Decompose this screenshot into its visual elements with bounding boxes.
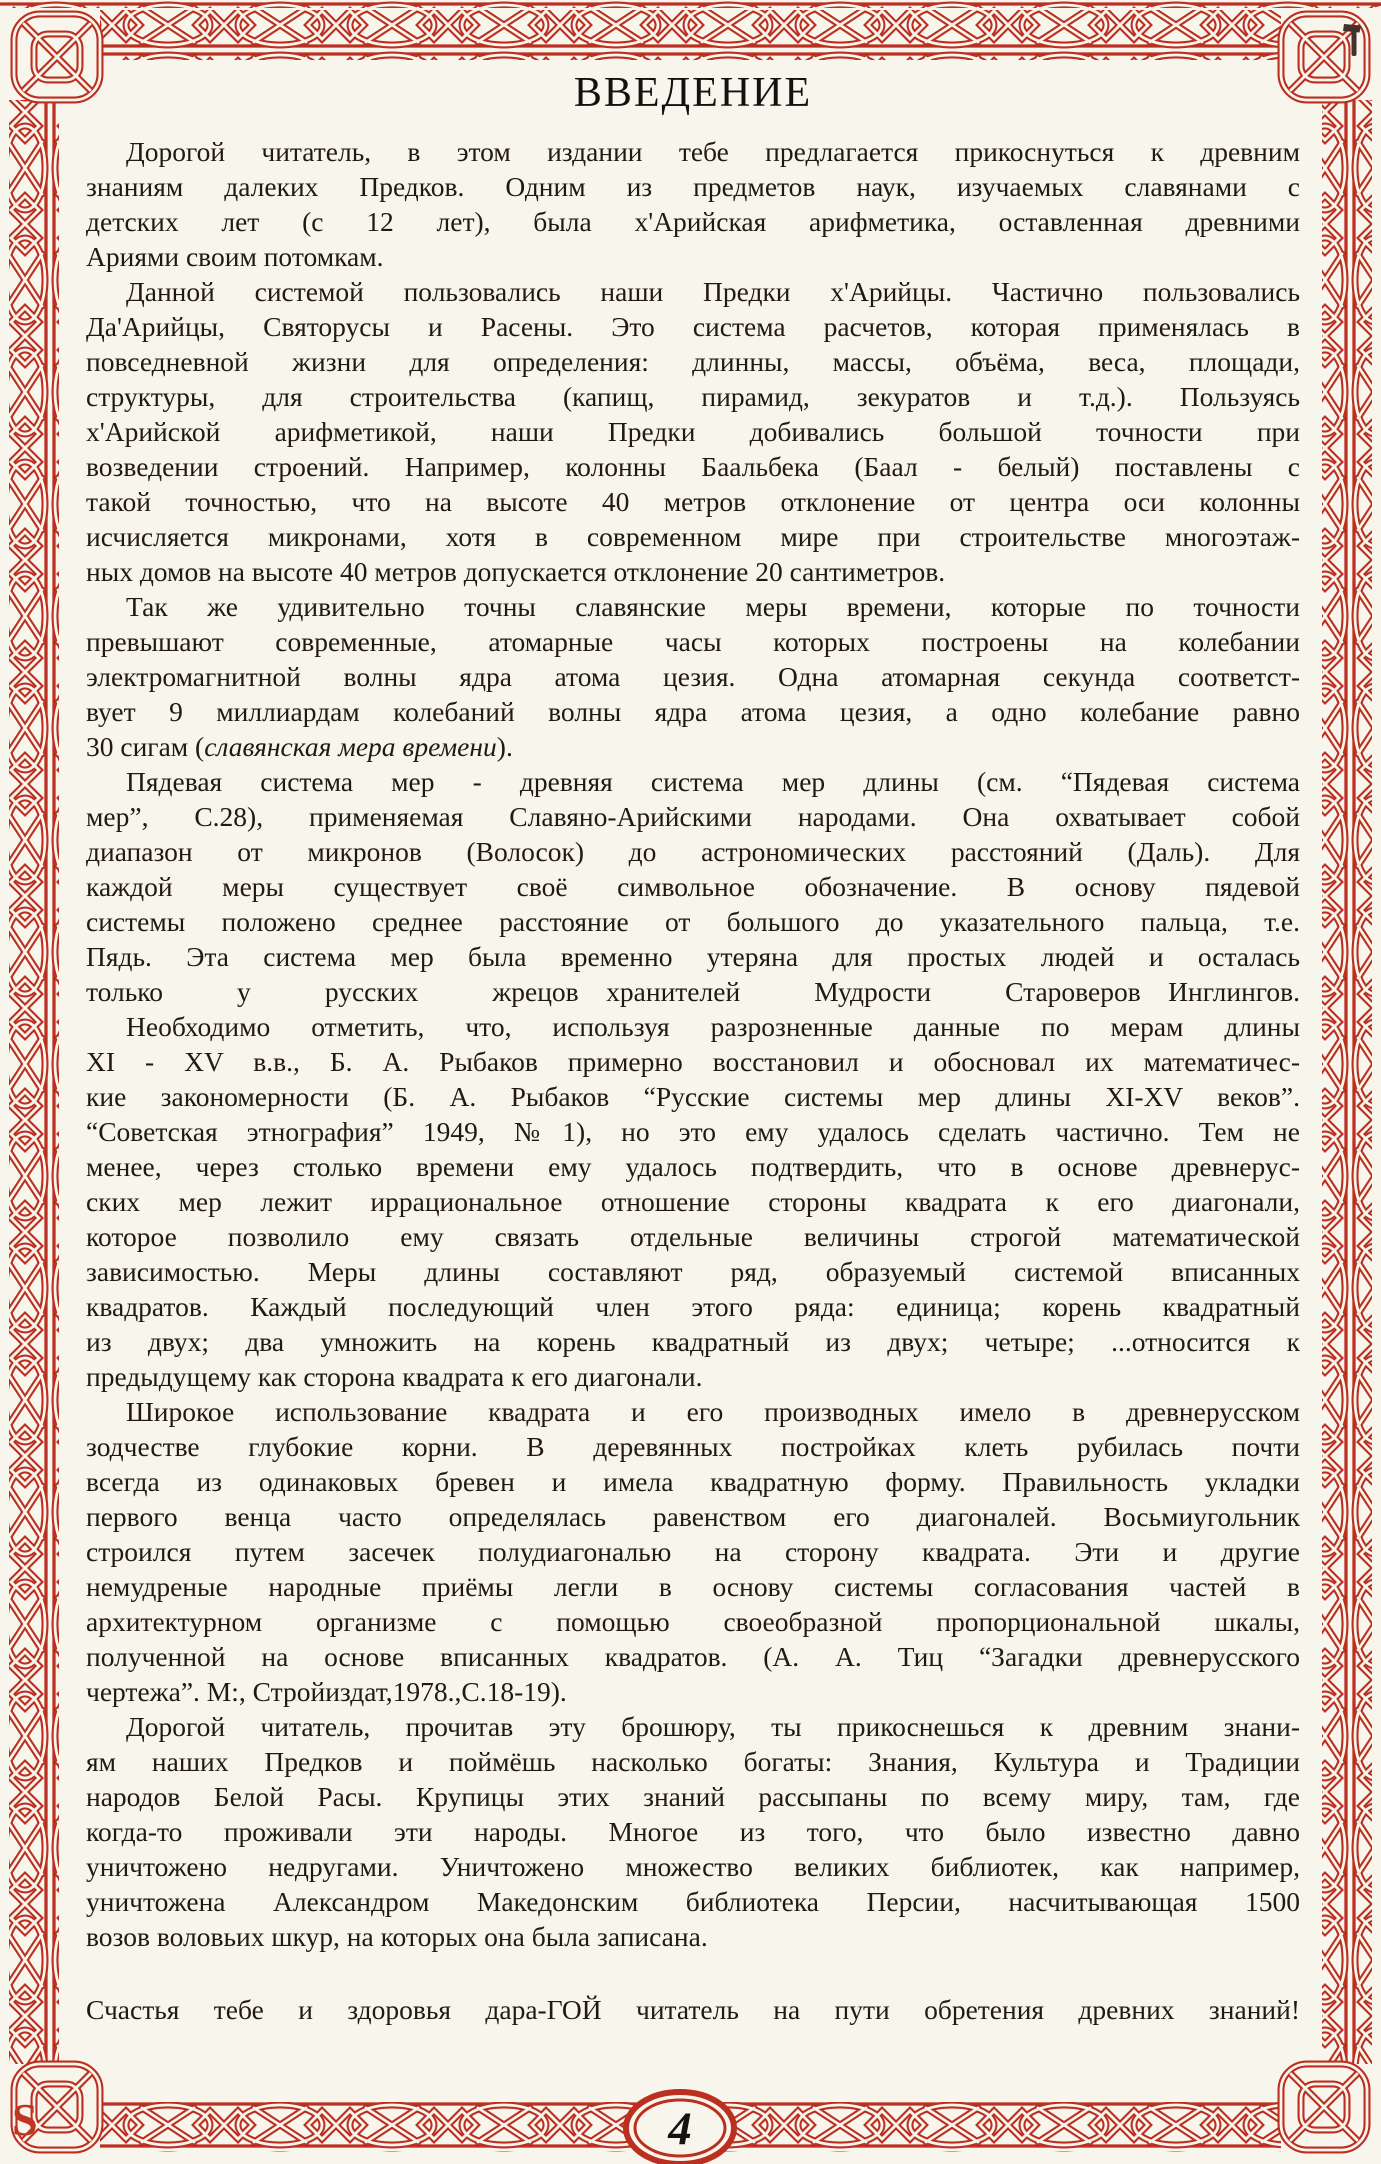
text-line: всегда из одинаковых бревен и имела квадратную форму. Правильность укладки — [86, 1466, 1300, 1497]
text: ). — [496, 731, 513, 762]
text-line: системы положено среднее расстояние от большого до указательного пальца, т.е. — [86, 906, 1300, 937]
text-line: уничтожена Александром Македонским библиотека Персии, насчитывающая 1500 — [86, 1886, 1300, 1917]
text-line: структуры, для строительства (капищ, пирамид, зекуратов и т.д.). Пользуясь — [86, 381, 1300, 412]
text-line: знаниям далеких Предков. Одним из предметов наук, изучаемых славянами с — [86, 171, 1300, 202]
text-line: Пядевая система мер - древняя система мер длины (см. “Пядевая система — [126, 766, 1300, 797]
text-line: ских мер лежит иррациональное отношение стороны квадрата к его диагонали, — [86, 1186, 1300, 1217]
text-line: уничтожено недругами. Уничтожено множество великих библиотек, как например, — [86, 1851, 1300, 1882]
text-line: повседневной жизни для определения: длинны, массы, объёма, веса, площади, — [86, 346, 1300, 377]
text-line: чертежа”. М:, Стройиздат,1978.,С.18-19). — [86, 1676, 567, 1707]
text-line: предыдущему как сторона квадрата к его диагонали. — [86, 1361, 703, 1392]
text-line: только у русских жрецов хранителей Мудрости Староверов Инглингов. — [86, 976, 1300, 1007]
text-line: электромагнитной волны ядра атома цезия. Одна атомарная секунда соответст- — [86, 661, 1300, 692]
text: 30 сигам ( — [86, 731, 205, 762]
text-line: квадратов. Каждый последующий член этого ряда: единица; корень квадратный — [86, 1291, 1300, 1322]
text-line: каждой меры существует своё символьное обозначение. В основу пядевой — [86, 871, 1300, 902]
text-line: первого венца часто определялась равенством его диагоналей. Восьмиугольник — [86, 1501, 1300, 1532]
text-line: менее, через столько времени ему удалось подтвердить, что в основе древнерус- — [86, 1151, 1300, 1182]
text-line: Пядь. Эта система мер была временно утеряна для простых людей и осталась — [86, 941, 1300, 972]
text-line: Счастья тебе и здоровья дара-ГОЙ читатель на пути обретения древних знаний! — [86, 1994, 1300, 2025]
text-line: кие закономерности (Б. А. Рыбаков “Русские системы мер длины XI-XV веков”. — [86, 1081, 1300, 1112]
text-line: возов воловьих шкур, на которых она была записана. — [86, 1921, 708, 1952]
paragraph — [86, 134, 1300, 274]
text-line: мер”, С.28), применяемая Славяно-Арийскими народами. Она охватывает собой — [86, 801, 1300, 832]
text-line: архитектурном организме с помощью своеобразной пропорциональной шкалы, — [86, 1606, 1300, 1637]
text-line: превышают современные, атомарные часы которых построены на колебании — [86, 626, 1300, 657]
text-line: исчисляется микронами, хотя в современном мире при строительстве многоэтаж- — [86, 521, 1300, 552]
text-line: диапазон от микронов (Волосок) до астрономических расстояний (Даль). Для — [86, 836, 1300, 867]
border-corner-bottom-right — [1281, 2064, 1367, 2150]
page-number: 4 — [668, 2103, 692, 2155]
paragraph — [86, 1009, 1300, 1394]
text-line: зодчестве глубокие корни. В деревянных постройках клеть рубилась почти — [86, 1431, 1300, 1462]
text-line: Дорогой читатель, в этом издании тебе предлагается прикоснуться к древним — [126, 136, 1300, 167]
text-line: вует 9 миллиардам колебаний волны ядра атома цезия, а одно колебание равно — [86, 696, 1300, 727]
text-line: Ариями своим потомкам. — [86, 241, 384, 272]
text-line — [86, 729, 1300, 764]
text-line: Широкое использование квадрата и его производных имело в древнерусском — [126, 1396, 1300, 1427]
text-line: народов Белой Расы. Крупицы этих знаний рассыпаны по всему миру, там, где — [86, 1781, 1300, 1812]
italic-text: славянская мера времени — [204, 731, 497, 762]
page-content — [86, 62, 1300, 2027]
border-left-band — [9, 100, 59, 2064]
text-line: ям наших Предков и поймёшь насколько богаты: Знания, Культура и Традиции — [86, 1746, 1300, 1777]
text-line: XI - XV в.в., Б. А. Рыбаков примерно восстановил и обосновал их математичес- — [86, 1046, 1300, 1077]
paragraph — [86, 1394, 1300, 1709]
page-title: ВВЕДЕНИЕ — [573, 70, 813, 116]
border-top-cut-strip — [0, 0, 1381, 8]
text-line: “Советская этнография” 1949, №1), но это ему удалось сделать частично. Тем не — [86, 1116, 1300, 1147]
text-line: немудреные народные приёмы легли в основу системы согласования частей в — [86, 1571, 1300, 1602]
paragraph — [86, 1992, 1300, 2027]
text-line: детских лет (с 12 лет), была х'Арийская арифметика, оставленная древними — [86, 206, 1300, 237]
paragraph — [86, 589, 1300, 764]
text-line: Необходимо отметить, что, используя разрозненные данные по мерам длины — [126, 1011, 1300, 1042]
text-line: когда-то проживали эти народы. Многое из того, что было известно давно — [86, 1816, 1300, 1847]
text-line: Так же удивительно точны славянские меры времени, которые по точности — [126, 591, 1300, 622]
border-top-band — [100, 10, 1281, 60]
text-line: ных домов на высоте 40 метров допускается отклонение 20 сантиметров. — [86, 556, 946, 587]
text-line: строился путем засечек полудиагональю на сторону квадрата. Эти и другие — [86, 1536, 1300, 1567]
border-right-band — [1322, 100, 1372, 2064]
text-line: полученной на основе вписанных квадратов. (А. А. Тиц “Загадки древнерусского — [86, 1641, 1300, 1672]
text-line: из двух; два умножить на корень квадратный из двух; четыре; ...относится к — [86, 1326, 1300, 1357]
paragraph — [86, 274, 1300, 589]
text-line: возведении строений. Например, колонны Баальбека (Баал - белый) поставлены с — [86, 451, 1300, 482]
body-paragraphs — [86, 134, 1300, 2027]
text-line: которое позволило ему связать отдельные величины строгой математической — [86, 1221, 1300, 1252]
paragraph — [86, 1709, 1300, 1954]
paragraph — [86, 764, 1300, 1009]
text-line: Да'Арийцы, Святорусы и Расены. Это система расчетов, которая применялась в — [86, 311, 1300, 342]
border-monogram: S — [12, 2094, 38, 2145]
text-line: Данной системой пользовались наши Предки х'Арийцы. Частично пользовались — [126, 276, 1300, 307]
text-line: Дорогой читатель, прочитав эту брошюру, ты прикоснешься к древним знани- — [126, 1711, 1300, 1742]
text-line: х'Арийской арифметикой, наши Предки добивались большой точности при — [86, 416, 1300, 447]
text-line: зависимостью. Меры длины составляют ряд, образуемый системой вписанных — [86, 1256, 1300, 1287]
text-line: такой точностью, что на высоте 40 метров отклонение от центра оси колонны — [86, 486, 1300, 517]
